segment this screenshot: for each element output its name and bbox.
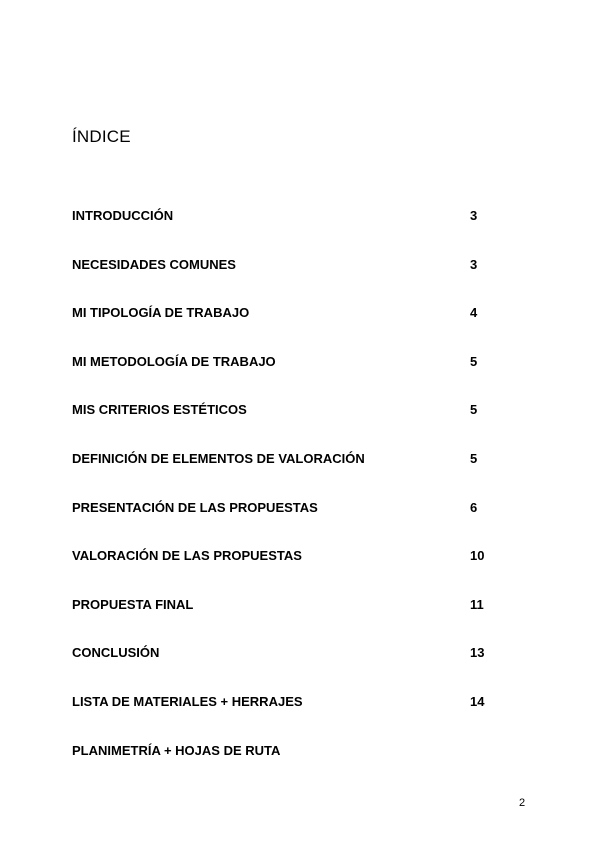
toc-entry-label: LISTA DE MATERIALES + HERRAJES [72, 693, 303, 709]
toc-entry-label: MIS CRITERIOS ESTÉTICOS [72, 402, 247, 418]
toc-entry-lista-materiales[interactable] [72, 691, 492, 740]
toc-entry-propuesta-final[interactable] [72, 594, 492, 643]
page-title: ÍNDICE [72, 127, 131, 146]
toc-entry-page: 11 [470, 596, 484, 612]
toc-entry-planimetria[interactable] [72, 740, 492, 789]
toc-entry-label: NECESIDADES COMUNES [72, 256, 236, 272]
toc-entry-page: 4 [470, 305, 478, 321]
toc-entry-page: 5 [470, 353, 478, 369]
toc-entry-page: 5 [470, 450, 478, 466]
toc-entry-conclusion[interactable] [72, 642, 492, 691]
toc-entry-label: CONCLUSIÓN [72, 645, 160, 661]
toc-entry-presentacion-propuestas[interactable] [72, 497, 492, 546]
toc-entry-page: 3 [470, 256, 478, 272]
toc-entry-label: PROPUESTA FINAL [72, 596, 194, 612]
toc-entry-tipologia[interactable] [72, 302, 492, 351]
toc-entry-label: VALORACIÓN DE LAS PROPUESTAS [72, 548, 302, 564]
toc-entry-page: 13 [470, 645, 485, 661]
toc-entry-valoracion-propuestas[interactable] [72, 545, 492, 594]
toc-entry-page: 14 [470, 693, 485, 709]
toc-entry-necesidades-comunes[interactable] [72, 254, 492, 303]
toc-entry-metodologia[interactable] [72, 351, 492, 400]
toc-entry-label: PLANIMETRÍA + HOJAS DE RUTA [72, 742, 281, 758]
toc-entry-label: INTRODUCCIÓN [72, 208, 174, 223]
toc-entry-page: 3 [470, 208, 478, 223]
page-number: 2 [519, 797, 526, 809]
toc-entry-label: PRESENTACIÓN DE LAS PROPUESTAS [72, 499, 318, 515]
toc-entry-introduccion[interactable] [72, 205, 492, 254]
toc-entry-criterios-esteticos[interactable] [72, 399, 492, 448]
toc-entry-page: 6 [470, 499, 478, 515]
table-of-contents [72, 205, 492, 788]
toc-entry-label: DEFINICIÓN DE ELEMENTOS DE VALORACIÓN [72, 450, 365, 466]
toc-entry-label: MI TIPOLOGÍA DE TRABAJO [72, 305, 250, 321]
toc-entry-label: MI METODOLOGÍA DE TRABAJO [72, 353, 276, 369]
toc-entry-page: 5 [470, 402, 478, 418]
toc-entry-page: 10 [470, 548, 485, 564]
toc-entry-definicion-elementos[interactable] [72, 448, 492, 497]
